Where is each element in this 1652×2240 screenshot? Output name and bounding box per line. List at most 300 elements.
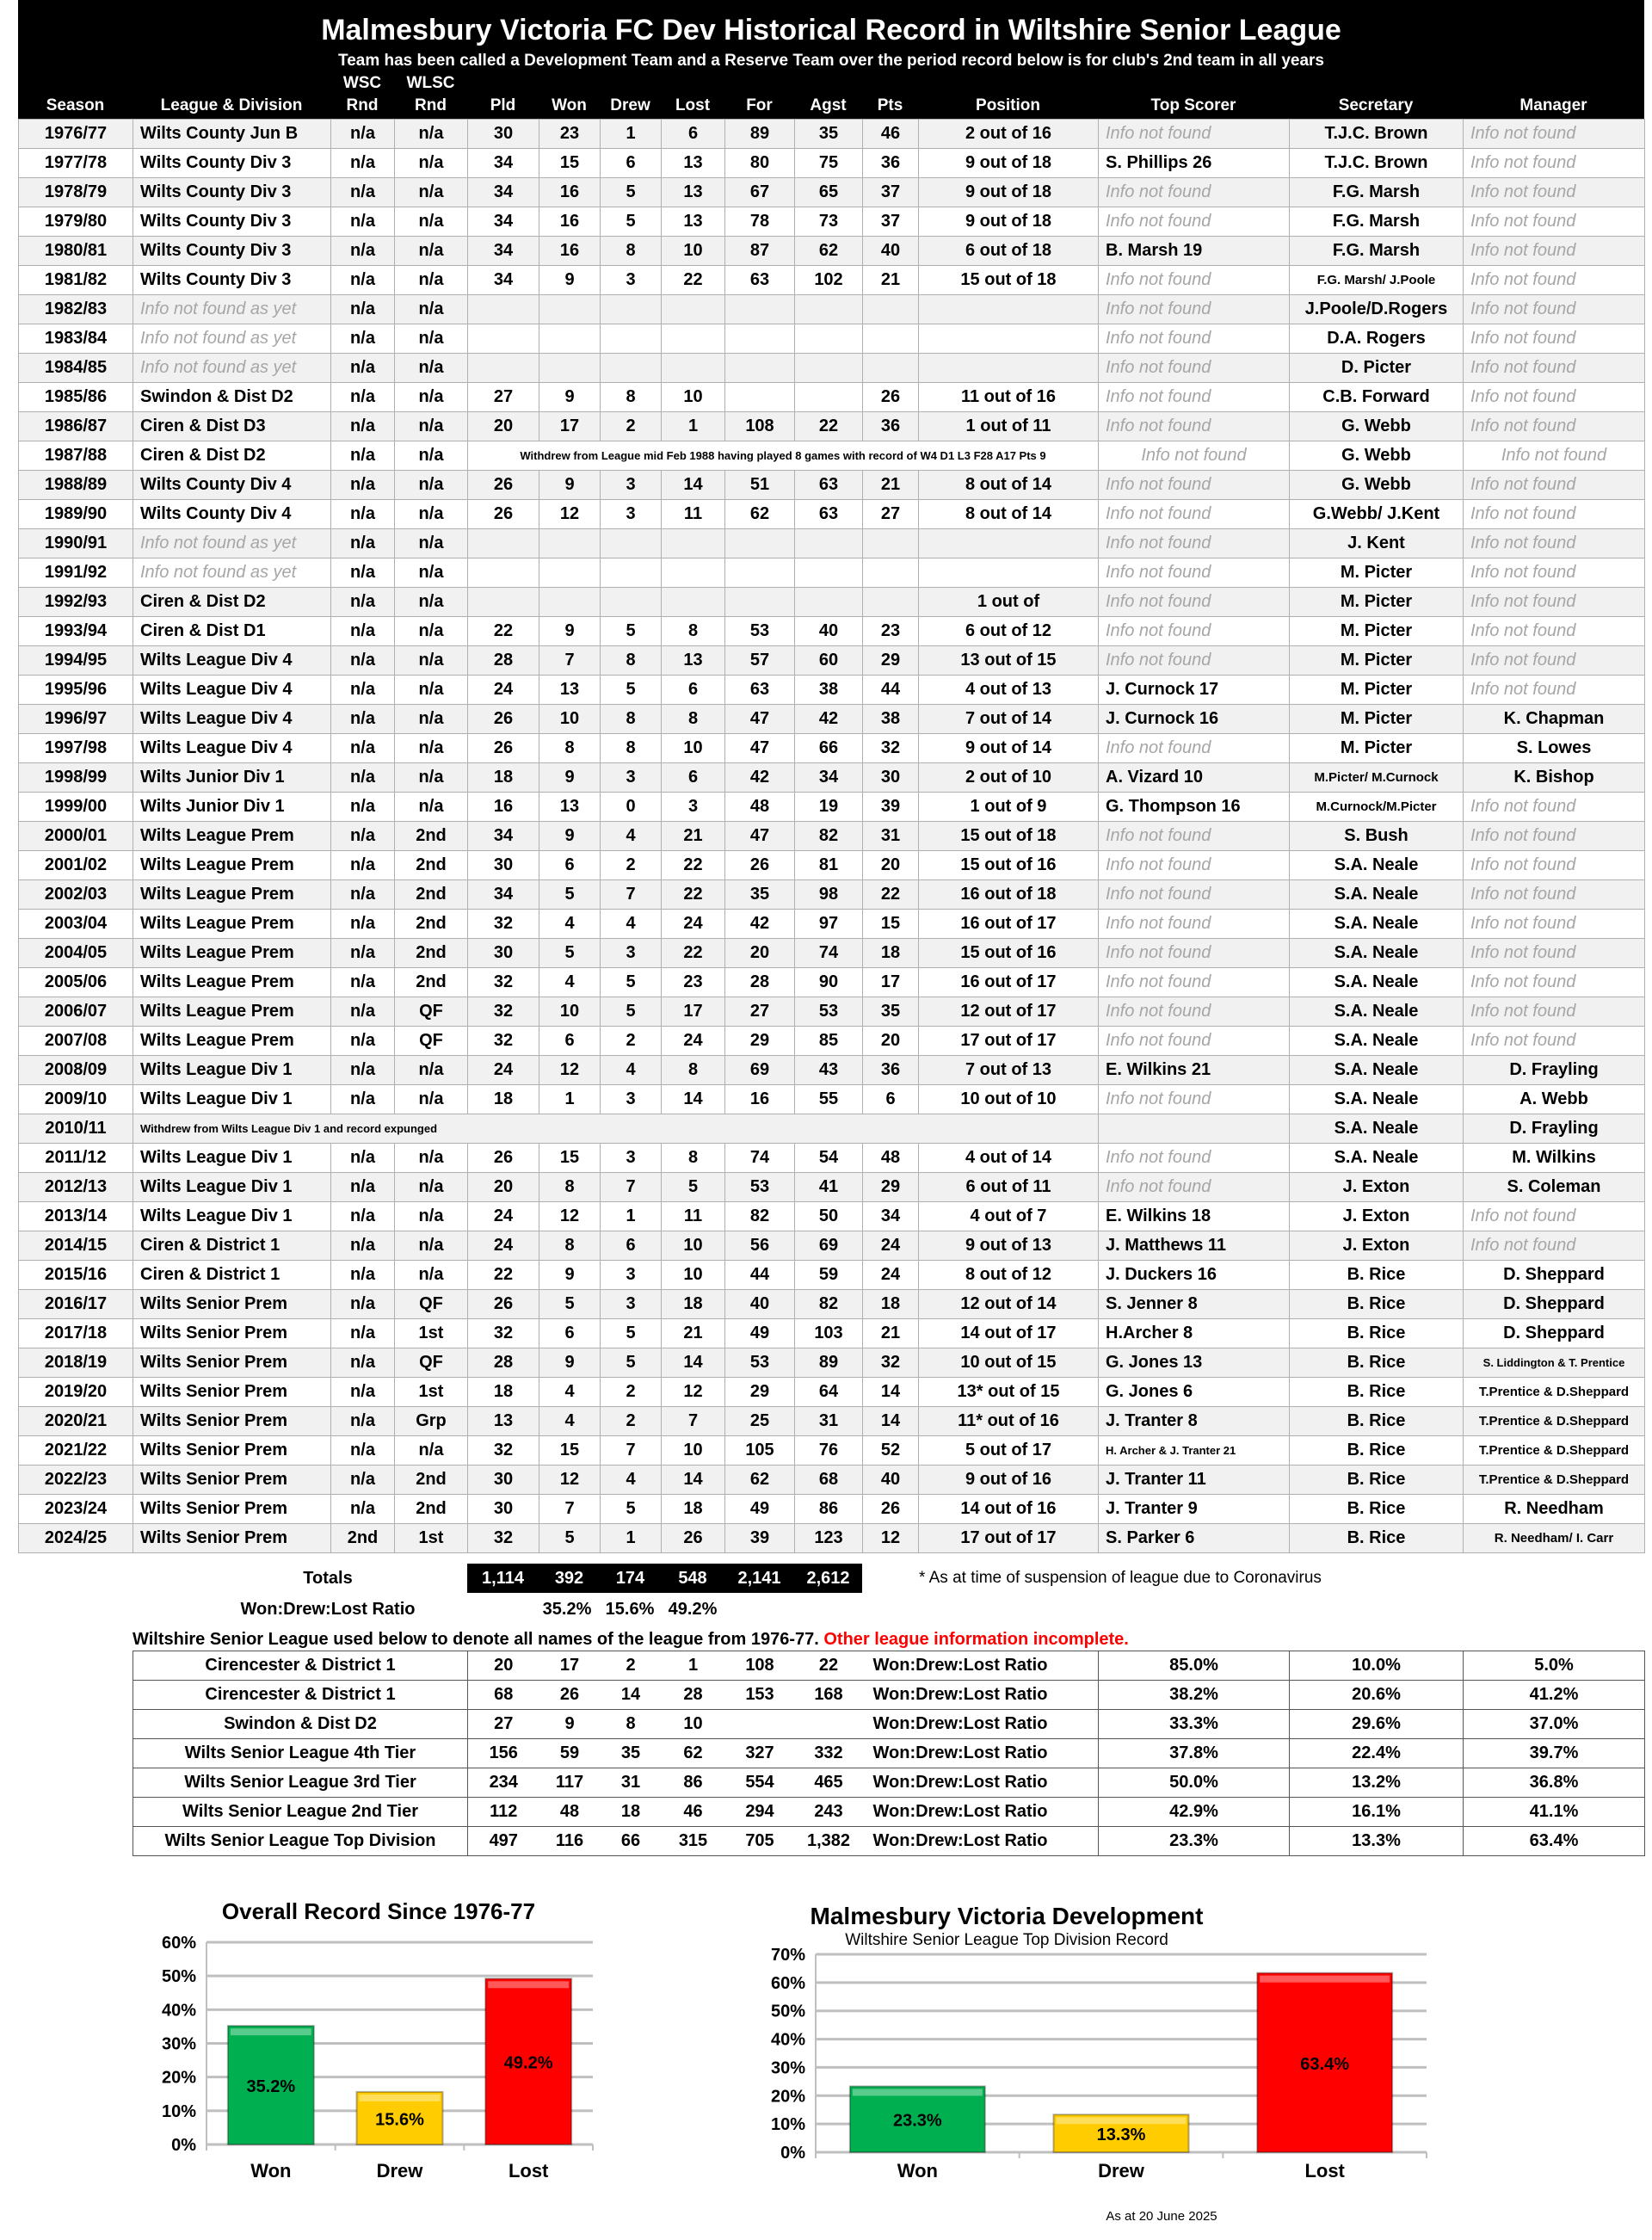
pld-cell: 24 <box>468 1231 539 1261</box>
pts-cell: 37 <box>863 207 919 237</box>
manager-cell: A. Webb <box>1464 1085 1645 1114</box>
wsc-cell: n/a <box>331 1290 395 1319</box>
drew-cell: 5 <box>601 178 662 207</box>
pts-cell: 44 <box>863 676 919 705</box>
summary-l-cell: 39.7% <box>1464 1739 1645 1768</box>
agst-cell: 22 <box>795 412 863 441</box>
wsc-cell: n/a <box>331 734 395 763</box>
position-cell: 7 out of 13 <box>919 1056 1099 1085</box>
position-cell: 10 out of 10 <box>919 1085 1099 1114</box>
scorer-cell: Info not found <box>1099 997 1290 1027</box>
agst-cell <box>795 529 863 558</box>
position-cell: 16 out of 18 <box>919 880 1099 910</box>
column-header: Rnd <box>346 96 379 114</box>
lost-cell: 14 <box>662 1466 725 1495</box>
league-cell: Wilts League Div 4 <box>133 646 331 676</box>
won-cell: 9 <box>539 822 601 851</box>
y-tick-label: 30% <box>161 2034 196 2054</box>
wlsc-cell: n/a <box>395 646 468 676</box>
pts-cell: 34 <box>863 1202 919 1231</box>
season-row <box>19 441 1645 471</box>
wsc-cell: n/a <box>331 1144 395 1173</box>
season-row <box>19 705 1645 734</box>
data-label: 13.3% <box>1096 2126 1146 2145</box>
for-cell: 49 <box>725 1319 795 1348</box>
scorer-cell: Info not found <box>1099 939 1290 968</box>
wlsc-cell: n/a <box>395 1144 468 1173</box>
secretary-cell: S.A. Neale <box>1290 1085 1464 1114</box>
league-cell: Info not found as yet <box>133 558 331 588</box>
lost-cell <box>662 354 725 383</box>
won-cell: 4 <box>539 910 601 939</box>
position-cell: 9 out of 16 <box>919 1466 1099 1495</box>
scorer-cell: Info not found <box>1099 412 1290 441</box>
summary-for-cell: 294 <box>725 1798 795 1827</box>
for-cell <box>725 354 795 383</box>
drew-cell: 6 <box>601 149 662 178</box>
league-cell: Wilts League Div 4 <box>133 734 331 763</box>
secretary-cell: S.A. Neale <box>1290 851 1464 880</box>
summary-row <box>133 1710 1645 1739</box>
summary-for-cell: 705 <box>725 1827 795 1856</box>
wsc-cell: n/a <box>331 763 395 793</box>
secretary-cell: G. Webb <box>1290 412 1464 441</box>
pld-cell: 26 <box>468 500 539 529</box>
summary-lost-cell: 86 <box>662 1768 725 1798</box>
position-cell: 8 out of 12 <box>919 1261 1099 1290</box>
agst-cell <box>795 324 863 354</box>
won-cell <box>539 354 601 383</box>
lost-cell: 14 <box>662 1085 725 1114</box>
header <box>18 0 1644 119</box>
pts-cell <box>863 588 919 617</box>
for-cell <box>725 324 795 354</box>
league-cell: Wilts League Div 4 <box>133 705 331 734</box>
wlsc-cell: n/a <box>395 324 468 354</box>
summary-d-cell: 16.1% <box>1290 1798 1464 1827</box>
y-tick-label: 10% <box>161 2101 196 2121</box>
summary-l-cell: 36.8% <box>1464 1768 1645 1798</box>
wsc-cell: n/a <box>331 1378 395 1407</box>
drew-cell: 2 <box>601 1407 662 1436</box>
summary-label-cell: Won:Drew:Lost Ratio <box>863 1798 1099 1827</box>
season-cell: 2008/09 <box>19 1056 133 1085</box>
season-row <box>19 412 1645 441</box>
scorer-cell: E. Wilkins 21 <box>1099 1056 1290 1085</box>
drew-cell: 8 <box>601 383 662 412</box>
agst-cell: 42 <box>795 705 863 734</box>
season-cell: 2022/23 <box>19 1466 133 1495</box>
manager-cell: D. Sheppard <box>1464 1290 1645 1319</box>
won-cell: 8 <box>539 734 601 763</box>
lost-cell <box>662 558 725 588</box>
summary-for-cell: 108 <box>725 1651 795 1681</box>
drew-cell <box>601 588 662 617</box>
lost-cell: 10 <box>662 1231 725 1261</box>
won-cell: 9 <box>539 1348 601 1378</box>
ratio-label: Won:Drew:Lost Ratio <box>240 1600 416 1619</box>
secretary-cell: M.Curnock/M.Picter <box>1290 793 1464 822</box>
wsc-cell: n/a <box>331 383 395 412</box>
summary-l-cell: 5.0% <box>1464 1651 1645 1681</box>
drew-cell <box>601 529 662 558</box>
manager-cell: Info not found <box>1464 266 1645 295</box>
pld-cell: 32 <box>468 1027 539 1056</box>
league-cell: Ciren & District 1 <box>133 1261 331 1290</box>
scorer-cell: H.Archer 8 <box>1099 1319 1290 1348</box>
pts-cell: 21 <box>863 471 919 500</box>
pld-cell: 32 <box>468 997 539 1027</box>
drew-cell: 8 <box>601 734 662 763</box>
league-cell: Info not found as yet <box>133 295 331 324</box>
manager-cell: T.Prentice & D.Sheppard <box>1464 1407 1645 1436</box>
summary-d-cell: 13.3% <box>1290 1827 1464 1856</box>
column-header: Season <box>46 96 105 114</box>
pld-cell: 34 <box>468 207 539 237</box>
lost-cell: 26 <box>662 1524 725 1553</box>
for-cell: 53 <box>725 1173 795 1202</box>
wsc-cell: n/a <box>331 1261 395 1290</box>
lost-cell: 14 <box>662 471 725 500</box>
lost-cell: 14 <box>662 1348 725 1378</box>
league-cell: Wilts Senior Prem <box>133 1348 331 1378</box>
league-cell: Wilts League Prem <box>133 968 331 997</box>
summary-d-cell: 22.4% <box>1290 1739 1464 1768</box>
manager-cell: T.Prentice & D.Sheppard <box>1464 1378 1645 1407</box>
season-row <box>19 1466 1645 1495</box>
pts-cell: 27 <box>863 500 919 529</box>
lost-cell: 10 <box>662 734 725 763</box>
season-cell: 1981/82 <box>19 266 133 295</box>
agst-cell: 74 <box>795 939 863 968</box>
for-cell: 35 <box>725 880 795 910</box>
season-cell: 2014/15 <box>19 1231 133 1261</box>
season-cell: 1997/98 <box>19 734 133 763</box>
for-cell: 44 <box>725 1261 795 1290</box>
secretary-cell: M. Picter <box>1290 734 1464 763</box>
season-cell: 2003/04 <box>19 910 133 939</box>
secretary-cell: M. Picter <box>1290 588 1464 617</box>
pld-cell: 32 <box>468 1436 539 1466</box>
agst-cell: 73 <box>795 207 863 237</box>
lost-cell: 22 <box>662 880 725 910</box>
position-cell: 1 out of <box>919 588 1099 617</box>
pts-cell: 40 <box>863 237 919 266</box>
league-cell: Wilts League Prem <box>133 880 331 910</box>
y-tick-label: 40% <box>770 2030 805 2050</box>
y-tick-label: 40% <box>161 2001 196 2021</box>
wsc-cell: n/a <box>331 968 395 997</box>
position-cell: 8 out of 14 <box>919 500 1099 529</box>
pld-cell <box>468 588 539 617</box>
summary-pld-cell: 20 <box>468 1651 539 1681</box>
for-cell: 42 <box>725 910 795 939</box>
secretary-cell: J.Poole/D.Rogers <box>1290 295 1464 324</box>
scorer-cell: S. Jenner 8 <box>1099 1290 1290 1319</box>
secretary-cell: C.B. Forward <box>1290 383 1464 412</box>
league-cell: Wilts Senior Prem <box>133 1436 331 1466</box>
y-tick-label: 60% <box>161 1934 196 1953</box>
summary-won-cell: 59 <box>539 1739 601 1768</box>
scorer-cell: J. Tranter 9 <box>1099 1495 1290 1524</box>
lost-cell: 11 <box>662 500 725 529</box>
column-header: Pts <box>877 96 903 114</box>
summary-w-cell: 37.8% <box>1099 1739 1290 1768</box>
secretary-cell: J. Kent <box>1290 529 1464 558</box>
lost-cell: 3 <box>662 793 725 822</box>
secretary-cell: B. Rice <box>1290 1348 1464 1378</box>
position-cell: 11 out of 16 <box>919 383 1099 412</box>
pts-cell: 21 <box>863 266 919 295</box>
pld-cell: 28 <box>468 1348 539 1378</box>
pts-cell: 14 <box>863 1378 919 1407</box>
wsc-cell: n/a <box>331 471 395 500</box>
secretary-cell: B. Rice <box>1290 1436 1464 1466</box>
season-cell: 2009/10 <box>19 1085 133 1114</box>
summary-d-cell: 13.2% <box>1290 1768 1464 1798</box>
agst-cell <box>795 354 863 383</box>
lost-cell <box>662 295 725 324</box>
summary-agst-cell: 243 <box>795 1798 863 1827</box>
league-cell: Wilts County Div 3 <box>133 237 331 266</box>
wlsc-cell: n/a <box>395 1085 468 1114</box>
wlsc-cell: 2nd <box>395 968 468 997</box>
pld-cell: 22 <box>468 617 539 646</box>
season-row <box>19 1261 1645 1290</box>
secretary-cell: B. Rice <box>1290 1466 1464 1495</box>
pld-cell: 32 <box>468 1524 539 1553</box>
manager-cell: R. Needham <box>1464 1495 1645 1524</box>
drew-cell: 4 <box>601 1466 662 1495</box>
position-cell: 15 out of 18 <box>919 266 1099 295</box>
season-row <box>19 178 1645 207</box>
manager-cell: T.Prentice & D.Sheppard <box>1464 1436 1645 1466</box>
position-cell: 1 out of 9 <box>919 793 1099 822</box>
season-cell: 2015/16 <box>19 1261 133 1290</box>
column-header: Manager <box>1519 96 1587 114</box>
position-cell: 9 out of 18 <box>919 149 1099 178</box>
won-cell: 5 <box>539 880 601 910</box>
pts-cell <box>863 295 919 324</box>
manager-cell: Info not found <box>1464 1027 1645 1056</box>
wsc-cell: n/a <box>331 295 395 324</box>
summary-name-cell: Swindon & Dist D2 <box>133 1710 468 1739</box>
season-cell: 2018/19 <box>19 1348 133 1378</box>
summary-agst-cell: 1,382 <box>795 1827 863 1856</box>
season-row <box>19 939 1645 968</box>
pts-cell: 12 <box>863 1524 919 1553</box>
lost-cell: 22 <box>662 939 725 968</box>
won-cell <box>539 588 601 617</box>
chart-title: Overall Record Since 1976-77 <box>221 1898 536 1924</box>
drew-cell: 4 <box>601 822 662 851</box>
season-cell: 1976/77 <box>19 120 133 149</box>
pts-cell: 17 <box>863 968 919 997</box>
drew-cell: 5 <box>601 617 662 646</box>
season-row <box>19 1290 1645 1319</box>
pts-cell: 18 <box>863 1290 919 1319</box>
summary-row <box>133 1827 1645 1856</box>
manager-cell: Info not found <box>1464 939 1645 968</box>
wlsc-cell: n/a <box>395 588 468 617</box>
scorer-cell: Info not found <box>1099 354 1290 383</box>
summary-for-cell: 327 <box>725 1739 795 1768</box>
data-label: 49.2% <box>503 2053 553 2073</box>
pts-cell: 52 <box>863 1436 919 1466</box>
position-cell: 13* out of 15 <box>919 1378 1099 1407</box>
pld-cell: 34 <box>468 880 539 910</box>
agst-cell: 60 <box>795 646 863 676</box>
drew-cell: 8 <box>601 237 662 266</box>
season-cell: 1978/79 <box>19 178 133 207</box>
for-cell: 69 <box>725 1056 795 1085</box>
agst-cell: 75 <box>795 149 863 178</box>
agst-cell: 41 <box>795 1173 863 1202</box>
season-cell: 1985/86 <box>19 383 133 412</box>
column-header: Position <box>976 96 1040 114</box>
secretary-cell: B. Rice <box>1290 1290 1464 1319</box>
for-cell: 56 <box>725 1231 795 1261</box>
pts-cell: 31 <box>863 822 919 851</box>
season-cell: 1994/95 <box>19 646 133 676</box>
league-cell: Wilts League Prem <box>133 997 331 1027</box>
scorer-cell: Info not found <box>1099 383 1290 412</box>
lost-cell <box>662 588 725 617</box>
won-cell <box>539 295 601 324</box>
wlsc-cell: n/a <box>395 617 468 646</box>
season-cell: 2024/25 <box>19 1524 133 1553</box>
for-cell: 51 <box>725 471 795 500</box>
league-cell: Wilts County Div 3 <box>133 149 331 178</box>
league-cell: Wilts Senior Prem <box>133 1466 331 1495</box>
wsc-cell: n/a <box>331 676 395 705</box>
position-cell <box>919 354 1099 383</box>
scorer-cell: Info not found <box>1099 1144 1290 1173</box>
position-cell <box>919 529 1099 558</box>
summary-l-cell: 63.4% <box>1464 1827 1645 1856</box>
pts-cell: 35 <box>863 997 919 1027</box>
position-cell: 6 out of 11 <box>919 1173 1099 1202</box>
season-row <box>19 910 1645 939</box>
summary-agst-cell: 332 <box>795 1739 863 1768</box>
wsc-cell: n/a <box>331 1407 395 1436</box>
season-row <box>19 1056 1645 1085</box>
summary-row <box>133 1651 1645 1681</box>
summary-won-cell: 26 <box>539 1681 601 1710</box>
season-cell: 1983/84 <box>19 324 133 354</box>
pld-cell: 26 <box>468 705 539 734</box>
summary-for-cell: 153 <box>725 1681 795 1710</box>
summary-row <box>133 1798 1645 1827</box>
secretary-cell: F.G. Marsh <box>1290 207 1464 237</box>
agst-cell: 59 <box>795 1261 863 1290</box>
for-cell: 87 <box>725 237 795 266</box>
secretary-cell: T.J.C. Brown <box>1290 149 1464 178</box>
wsc-cell: n/a <box>331 997 395 1027</box>
wlsc-cell: n/a <box>395 149 468 178</box>
secretary-cell: G.Webb/ J.Kent <box>1290 500 1464 529</box>
data-label: 35.2% <box>246 2077 296 2097</box>
summary-lost-cell: 315 <box>662 1827 725 1856</box>
pld-cell: 34 <box>468 822 539 851</box>
drew-cell: 3 <box>601 1085 662 1114</box>
top-division-record-chart <box>731 1893 1471 2203</box>
league-cell: Info not found as yet <box>133 529 331 558</box>
coronavirus-footnote: * As at time of suspension of league due to Coronavirus <box>919 1569 1322 1587</box>
drew-cell: 1 <box>601 1524 662 1553</box>
for-cell: 82 <box>725 1202 795 1231</box>
secretary-cell: B. Rice <box>1290 1495 1464 1524</box>
pts-cell: 22 <box>863 880 919 910</box>
season-row <box>19 149 1645 178</box>
scorer-cell: Info not found <box>1099 851 1290 880</box>
scorer-cell: B. Marsh 19 <box>1099 237 1290 266</box>
bar-highlight <box>1260 1976 1390 1983</box>
position-cell: 15 out of 18 <box>919 822 1099 851</box>
wsc-cell: 2nd <box>331 1524 395 1553</box>
drew-cell: 3 <box>601 500 662 529</box>
won-cell: 9 <box>539 763 601 793</box>
wsc-cell: n/a <box>331 354 395 383</box>
drew-cell: 5 <box>601 1495 662 1524</box>
for-cell: 108 <box>725 412 795 441</box>
summary-d-cell: 20.6% <box>1290 1681 1464 1710</box>
season-cell: 2011/12 <box>19 1144 133 1173</box>
drew-cell: 5 <box>601 1348 662 1378</box>
season-cell: 2021/22 <box>19 1436 133 1466</box>
agst-cell <box>795 588 863 617</box>
wsc-cell: n/a <box>331 851 395 880</box>
won-cell: 6 <box>539 1319 601 1348</box>
for-cell: 20 <box>725 939 795 968</box>
wlsc-cell: QF <box>395 1027 468 1056</box>
category-label: Drew <box>1098 2160 1144 2181</box>
season-cell: 1995/96 <box>19 676 133 705</box>
lost-cell: 10 <box>662 383 725 412</box>
won-cell: 5 <box>539 1290 601 1319</box>
season-row <box>19 793 1645 822</box>
y-tick-label: 70% <box>770 1946 805 1965</box>
position-cell: 14 out of 17 <box>919 1319 1099 1348</box>
pld-cell: 16 <box>468 793 539 822</box>
position-cell: 13 out of 15 <box>919 646 1099 676</box>
agst-cell: 89 <box>795 1348 863 1378</box>
pts-cell: 6 <box>863 1085 919 1114</box>
secretary-cell: T.J.C. Brown <box>1290 120 1464 149</box>
won-cell: 8 <box>539 1173 601 1202</box>
ratio-won: 35.2% <box>542 1600 592 1619</box>
wsc-cell: n/a <box>331 588 395 617</box>
for-cell: 42 <box>725 763 795 793</box>
pld-cell <box>468 529 539 558</box>
wlsc-cell: n/a <box>395 558 468 588</box>
pld-cell <box>468 295 539 324</box>
wlsc-cell: n/a <box>395 1202 468 1231</box>
position-cell: 9 out of 13 <box>919 1231 1099 1261</box>
drew-cell: 2 <box>601 851 662 880</box>
manager-cell: Info not found <box>1464 529 1645 558</box>
column-header: Rnd <box>415 96 447 114</box>
season-row <box>19 676 1645 705</box>
lost-cell: 21 <box>662 822 725 851</box>
secretary-cell: S.A. Neale <box>1290 968 1464 997</box>
summary-drew-cell: 18 <box>601 1798 662 1827</box>
pld-cell <box>468 558 539 588</box>
position-cell <box>919 324 1099 354</box>
won-cell: 6 <box>539 1027 601 1056</box>
season-cell: 1998/99 <box>19 763 133 793</box>
pld-cell: 20 <box>468 1173 539 1202</box>
